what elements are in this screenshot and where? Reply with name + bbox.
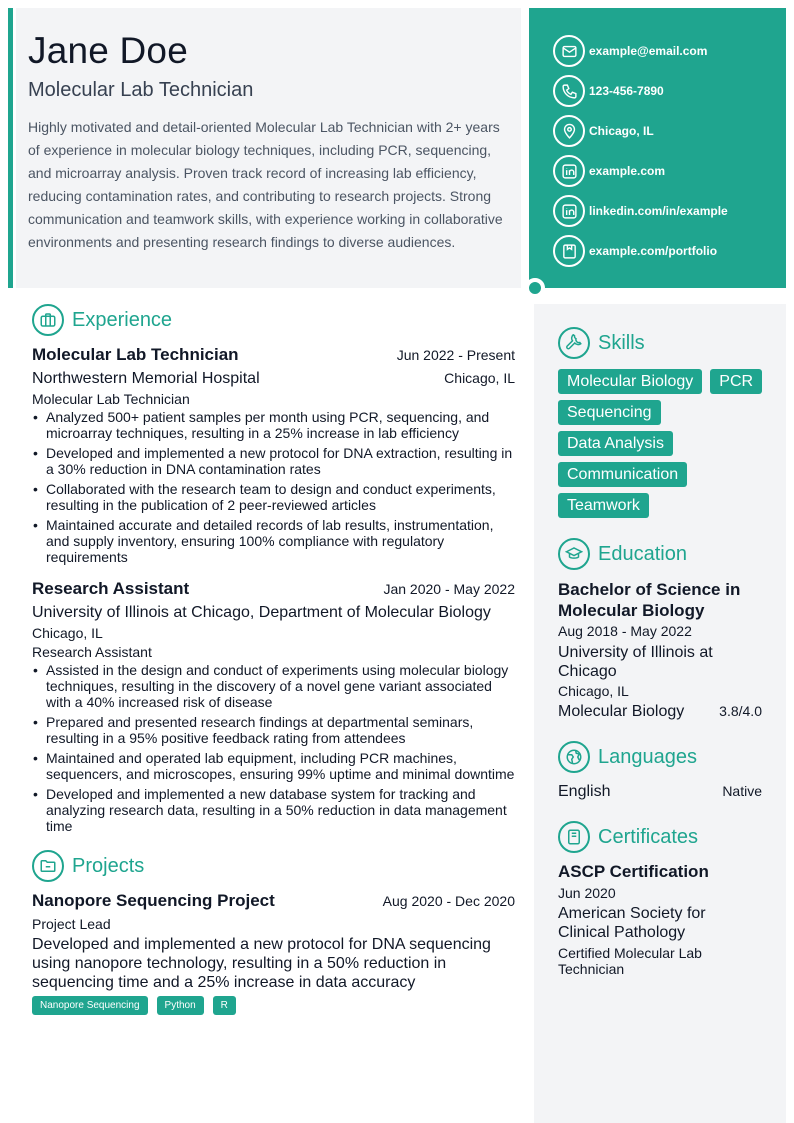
contact-panel xyxy=(529,8,786,288)
languages-title: Languages xyxy=(598,745,697,768)
job-header xyxy=(32,579,515,599)
skills-title: Skills xyxy=(598,331,645,354)
skill-tag: Molecular Biology xyxy=(558,369,702,394)
education-field: Molecular Biology xyxy=(558,703,685,720)
main-column xyxy=(32,304,515,1015)
project-tag: Python xyxy=(157,996,204,1015)
job-bullet: • Maintained and operated lab equipment, including PCR machines, sequencers, and microscopes, ensuring 99% uptime and minimal downtime xyxy=(32,750,515,782)
graduation-cap-icon xyxy=(558,538,590,570)
candidate-name: Jane Doe xyxy=(28,30,188,71)
contact-website[interactable] xyxy=(529,151,786,191)
languages-heading xyxy=(558,741,762,773)
contact-phone-text: 123-456-7890 xyxy=(589,84,664,98)
project-tag: Nanopore Sequencing xyxy=(32,996,148,1015)
job-bullet: • Developed and implemented a new protocol for DNA extraction, resulting in a 30% reduction in DNA contamination rates xyxy=(32,445,515,477)
portfolio-icon xyxy=(553,235,585,267)
language-level: Native xyxy=(722,783,762,799)
project-tag: R xyxy=(213,996,236,1015)
job-company-row xyxy=(32,370,515,388)
contact-linkedin[interactable] xyxy=(529,191,786,231)
education-degree: Bachelor of Science in Molecular Biology xyxy=(558,580,741,620)
contact-location-text: Chicago, IL xyxy=(589,124,654,138)
certificate-date: Jun 2020 xyxy=(558,885,616,901)
projects-title: Projects xyxy=(72,854,145,877)
linkedin-icon xyxy=(553,195,585,227)
contact-portfolio-text: example.com/portfolio xyxy=(589,244,718,258)
job-bullets xyxy=(32,409,515,565)
location-icon xyxy=(553,115,585,147)
job-date: Jun 2022 - Present xyxy=(396,347,515,363)
job-bullet: • Collaborated with the research team to design and conduct experiments, resulting in the publication of 2 peer-reviewed articles xyxy=(32,481,515,513)
email-icon xyxy=(553,35,585,67)
project-header xyxy=(32,891,515,911)
education-school: University of Illinois at Chicago xyxy=(558,644,713,680)
experience-entry xyxy=(32,579,515,834)
project-title: Nanopore Sequencing Project xyxy=(32,891,275,910)
project-entry xyxy=(32,891,515,1015)
sidebar xyxy=(534,304,786,1123)
job-title: Research Assistant xyxy=(32,579,190,598)
project-description: Developed and implemented a new protocol for DNA sequencing using nanopore technology, resulting in a 50% reduction in sequencing time and a 25% increase in data accuracy xyxy=(32,936,491,991)
education-field-row xyxy=(558,703,762,721)
job-title: Molecular Lab Technician xyxy=(32,345,239,364)
skills-heading xyxy=(558,327,762,359)
skills-list xyxy=(558,369,773,518)
education-title: Education xyxy=(598,542,687,565)
contact-email-text: example@email.com xyxy=(589,44,708,58)
header-accent-bar xyxy=(8,8,13,288)
certificate-description: Certified Molecular Lab Technician xyxy=(558,945,702,977)
certificate-book-icon xyxy=(558,821,590,853)
job-company: Northwestern Memorial Hospital xyxy=(32,370,260,387)
globe-icon xyxy=(558,741,590,773)
language-name: English xyxy=(558,783,611,800)
certificate-issuer: American Society for Clinical Pathology xyxy=(558,905,706,941)
experience-entry xyxy=(32,345,515,565)
contact-phone[interactable] xyxy=(529,71,786,111)
job-bullets xyxy=(32,662,515,834)
contact-linkedin-text: linkedin.com/in/example xyxy=(589,204,728,218)
job-role: Molecular Lab Technician xyxy=(32,391,190,407)
skill-tag: Data Analysis xyxy=(558,431,673,456)
job-bullet: • Prepared and presented research findings at departmental seminars, resulting in a 95% positive feedback rating from attendees xyxy=(32,714,515,746)
job-bullet: • Developed and implemented a new database system for tracking and analyzing research data, resulting in a 50% reduction in data management time xyxy=(32,786,515,834)
project-date: Aug 2020 - Dec 2020 xyxy=(382,893,515,909)
header-intro xyxy=(16,8,521,288)
job-location: Chicago, IL xyxy=(444,370,515,386)
education-date: Aug 2018 - May 2022 xyxy=(558,623,692,639)
education-location: Chicago, IL xyxy=(558,683,629,699)
contact-portfolio[interactable] xyxy=(529,231,786,271)
certificate-name: ASCP Certification xyxy=(558,862,709,881)
certificates-title: Certificates xyxy=(598,825,699,848)
briefcase-icon xyxy=(32,304,64,336)
job-bullet: • Analyzed 500+ patient samples per month using PCR, sequencing, and microarray techniques, resulting in a 25% increase in lab efficiency xyxy=(32,409,515,441)
candidate-title: Molecular Lab Technician xyxy=(28,79,254,101)
phone-icon xyxy=(553,75,585,107)
skill-tag: Sequencing xyxy=(558,400,661,425)
folder-icon xyxy=(32,850,64,882)
experience-heading xyxy=(32,304,515,336)
skill-tag: Teamwork xyxy=(558,493,649,518)
project-tags xyxy=(32,996,515,1015)
job-header xyxy=(32,345,515,365)
summary-text: Highly motivated and detail-oriented Molecular Lab Technician with 2+ years of experience in molecular biology techniques, including PCR, sequencing, and microarray analysis. Proven track record of increasing lab efficiency, reducing contamination rates, and contributing to research projects. Strong communication and teamwork skills, with experience working in collaborative environments and presenting research findings to diverse audiences. xyxy=(28,119,503,250)
certificates-heading xyxy=(558,821,762,853)
education-gpa: 3.8/4.0 xyxy=(719,703,762,719)
language-row xyxy=(558,783,762,801)
project-role: Project Lead xyxy=(32,916,111,932)
job-company: University of Illinois at Chicago, Department of Molecular Biology xyxy=(32,604,491,621)
job-location: Chicago, IL xyxy=(32,625,103,641)
projects-heading xyxy=(32,850,515,882)
wrench-icon xyxy=(558,327,590,359)
skill-tag: Communication xyxy=(558,462,687,487)
decorative-dot xyxy=(525,278,545,298)
skill-tag: PCR xyxy=(710,369,762,394)
job-role: Research Assistant xyxy=(32,644,152,660)
experience-title: Experience xyxy=(72,308,173,331)
education-heading xyxy=(558,538,762,570)
job-bullet: • Assisted in the design and conduct of experiments using molecular biology techniques, resulting in the discovery of a novel gene variant associated with a 40% increased risk of disease xyxy=(32,662,515,710)
job-date: Jan 2020 - May 2022 xyxy=(383,581,515,597)
contact-email[interactable] xyxy=(529,31,786,71)
linkedin-icon xyxy=(553,155,585,187)
job-bullet: • Maintained accurate and detailed records of lab results, instrumentation, and supply inventory, ensuring 100% compliance with regulatory requirements xyxy=(32,517,515,565)
contact-website-text: example.com xyxy=(589,164,666,178)
contact-location xyxy=(529,111,786,151)
